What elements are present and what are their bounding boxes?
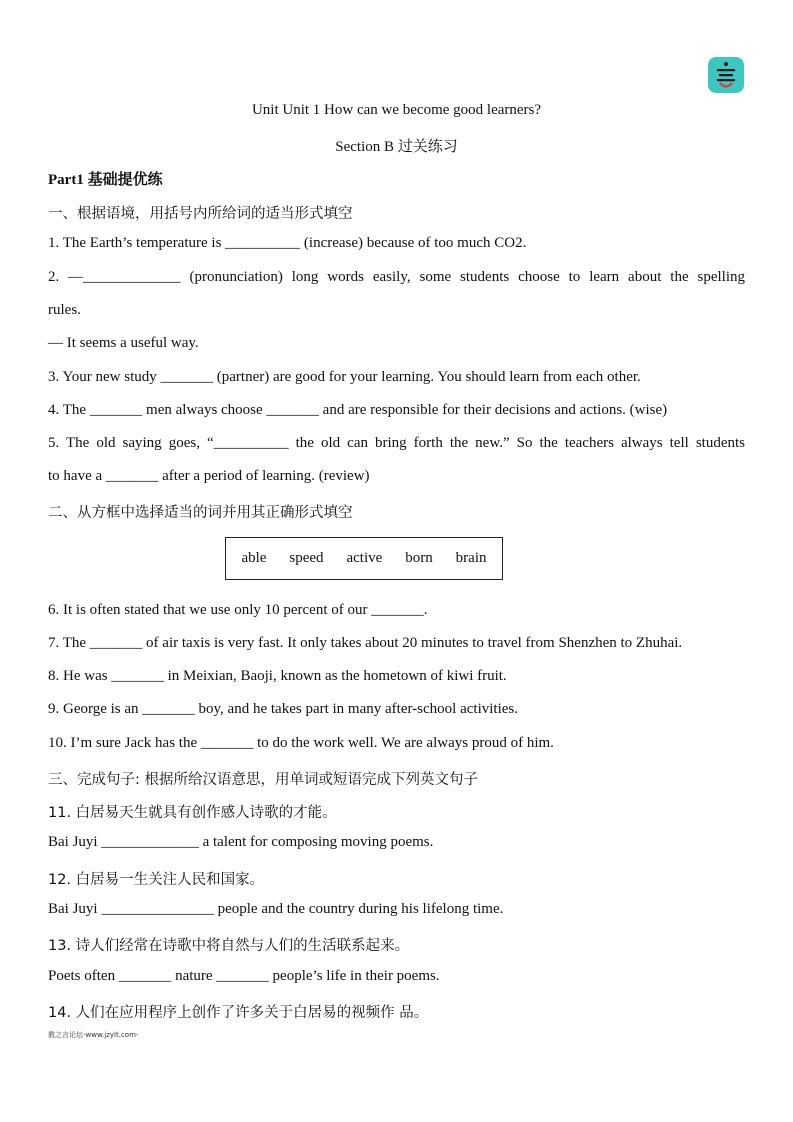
word-box-item: born [405,550,433,566]
question-8: 8. He was _______ in Meixian, Baoji, known as the hometown of kiwi fruit. [48,668,507,684]
question-2-reply: — It seems a useful way. [48,335,199,351]
scroll-logo-icon [708,57,744,93]
question-5-line1: 5. The old saying goes, “__________ the old can bring forth the new.” So the teachers always tell students [48,435,745,451]
footer-watermark: 教之言论坛-www.jzylt.com- [48,1031,139,1039]
question-13-chinese: 13. 诗人们经常在诗歌中将自然与人们的生活联系起来。 [48,938,410,954]
section1-instruction: 一、根据语境，用括号内所给词的适当形式填空 [48,206,353,222]
question-11-chinese: 11. 白居易天生就具有创作感人诗歌的才能。 [48,805,337,821]
word-box-item: speed [289,550,324,566]
question-12-english: Bai Juyi _______________ people and the country during his lifelong time. [48,901,504,917]
question-6: 6. It is often stated that we use only 10 percent of our _______. [48,602,428,618]
question-2-line2: rules. [48,302,81,318]
question-5-line2: to have a _______ after a period of learning. (review) [48,468,370,484]
page-subtitle: Section B 过关练习 [335,139,458,155]
question-7: 7. The _______ of air taxis is very fast. It only takes about 20 minutes to travel from Shenzhen to Zhuhai. [48,635,683,651]
question-12-chinese: 12. 白居易一生关注人民和国家。 [48,872,265,888]
part1-heading: Part1 基础提优练 [48,172,163,188]
question-13-english: Poets often _______ nature _______ people’s life in their poems. [48,968,440,984]
section2-instruction: 二、从方框中选择适当的词并用其正确形式填空 [48,505,353,521]
section3-instruction: 三、完成句子: 根据所给汉语意思，用单词或短语完成下列英文句子 [48,772,478,788]
word-box-item: brain [455,550,487,566]
question-11-english: Bai Juyi _____________ a talent for composing moving poems. [48,834,434,850]
question-14-chinese: 14. 人们在应用程序上创作了许多关于白居易的视频作 品。 [48,1005,429,1021]
word-box [225,537,503,580]
question-2-line1: 2. —_____________ (pronunciation) long words easily, some students choose to learn about the spelling [48,269,745,285]
question-3: 3. Your new study _______ (partner) are good for your learning. You should learn from each other. [48,369,641,385]
question-10: 10. I’m sure Jack has the _______ to do the work well. We are always proud of him. [48,735,554,751]
question-1: 1. The Earth’s temperature is __________ (increase) because of too much CO2. [48,235,527,251]
page-title: Unit Unit 1 How can we become good learners? [251,102,542,118]
word-box-item: able [241,550,267,566]
question-4: 4. The _______ men always choose _______ and are responsible for their decisions and actions. (wise) [48,402,668,418]
question-9: 9. George is an _______ boy, and he takes part in many after-school activities. [48,701,518,717]
word-box-item: active [346,550,383,566]
